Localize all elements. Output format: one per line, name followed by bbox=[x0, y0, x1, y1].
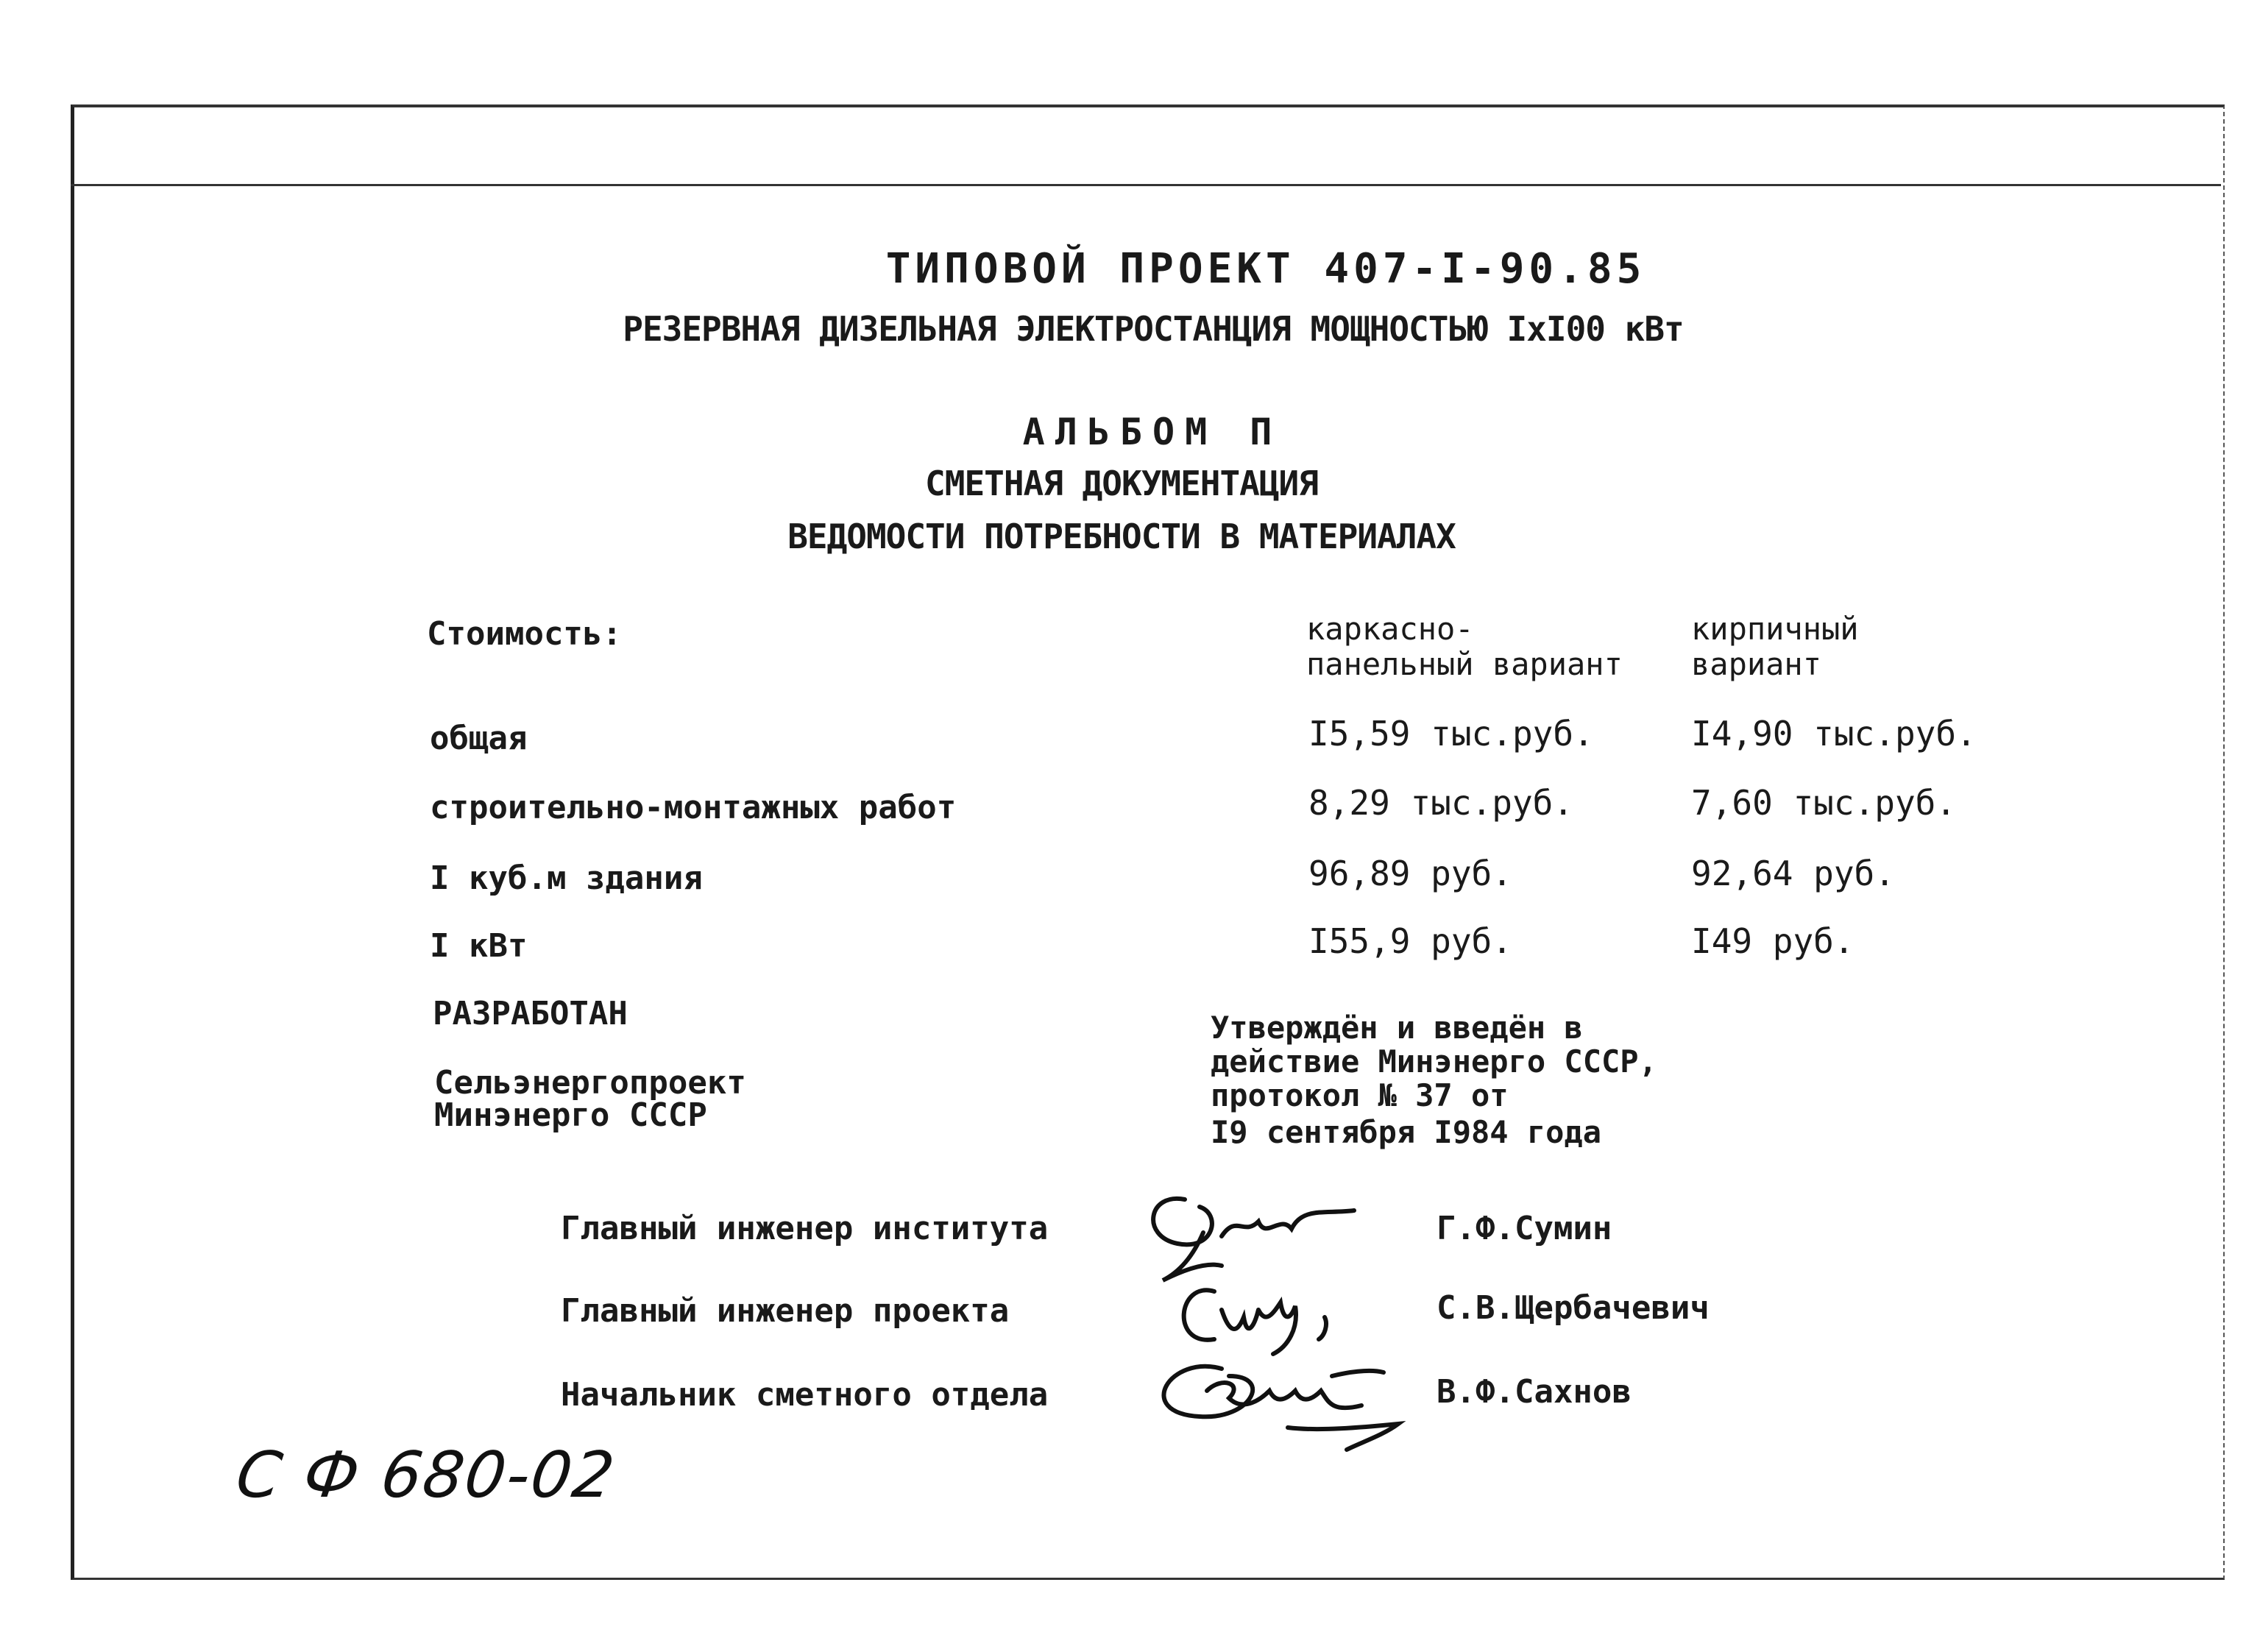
row-total-frame: I5,59 тыс.руб. bbox=[1308, 714, 1594, 754]
col-frame-header-1: каркасно- bbox=[1306, 611, 1474, 647]
row-total-brick: I4,90 тыс.руб. bbox=[1691, 714, 1977, 754]
section-title-2: ВЕДОМОСТИ ПОТРЕБНОСТИ В МАТЕРИАЛАХ bbox=[787, 517, 1456, 556]
signature-name-project: С.В.Щербачевич bbox=[1437, 1289, 1710, 1327]
row-kw-brick: I49 руб. bbox=[1691, 921, 1855, 961]
developer-org: Сельэнергопроект bbox=[434, 1064, 746, 1102]
signature-name-institute: Г.Ф.Сумин bbox=[1437, 1210, 1612, 1247]
archive-stamp-number: С Ф 680-02 bbox=[231, 1439, 620, 1512]
developer-heading: РАЗРАБОТАН bbox=[433, 995, 628, 1032]
project-line: ТИПОВОЙ ПРОЕКТ 407-I-90.85 bbox=[885, 245, 1646, 293]
developer-ministry: Минэнерго СССР bbox=[434, 1096, 707, 1134]
row-construction-frame: 8,29 тыс.руб. bbox=[1308, 783, 1574, 823]
signature-name-estimate: В.Ф.Сахнов bbox=[1437, 1373, 1632, 1411]
col-frame-header-2: панельный вариант bbox=[1306, 646, 1623, 682]
col-brick-header-2: вариант bbox=[1691, 646, 1822, 682]
row-kw-frame: I55,9 руб. bbox=[1308, 921, 1512, 961]
row-cubic-meter-frame: 96,89 руб. bbox=[1308, 854, 1512, 893]
signature-role-institute: Главный инженер института bbox=[561, 1210, 1049, 1247]
row-construction-brick: 7,60 тыс.руб. bbox=[1691, 783, 1957, 823]
col-brick-header-1: кирпичный bbox=[1691, 611, 1859, 647]
signature-role-project: Главный инженер проекта bbox=[561, 1292, 1010, 1330]
row-label-total: общая bbox=[430, 720, 528, 757]
row-label-cubic-meter: I куб.м здания bbox=[430, 859, 703, 897]
handwritten-signature-3 bbox=[1141, 1347, 1420, 1457]
frame-top-rule bbox=[71, 184, 2221, 186]
approval-line-1: Утверждён и введён в bbox=[1211, 1010, 1583, 1046]
cost-label: Стоимость: bbox=[427, 615, 622, 653]
row-cubic-meter-brick: 92,64 руб. bbox=[1691, 854, 1895, 893]
approval-line-4: I9 сентября I984 года bbox=[1211, 1114, 1602, 1150]
row-label-construction: строительно-монтажных работ bbox=[430, 789, 957, 826]
signature-role-estimate: Начальник сметного отдела bbox=[561, 1376, 1049, 1414]
document-title: РЕЗЕРВНАЯ ДИЗЕЛЬНАЯ ЭЛЕКТРОСТАНЦИЯ МОЩНОСТЬЮ IxI00 кВт bbox=[623, 309, 1684, 349]
approval-line-3: протокол № 37 от bbox=[1211, 1077, 1509, 1113]
approval-line-2: действие Минэнерго СССР, bbox=[1211, 1043, 1657, 1080]
section-title-1: СМЕТНАЯ ДОКУМЕНТАЦИЯ bbox=[925, 464, 1318, 503]
row-label-kw: I кВт bbox=[430, 927, 528, 965]
album-title: АЛЬБОМ П bbox=[1022, 411, 1283, 453]
